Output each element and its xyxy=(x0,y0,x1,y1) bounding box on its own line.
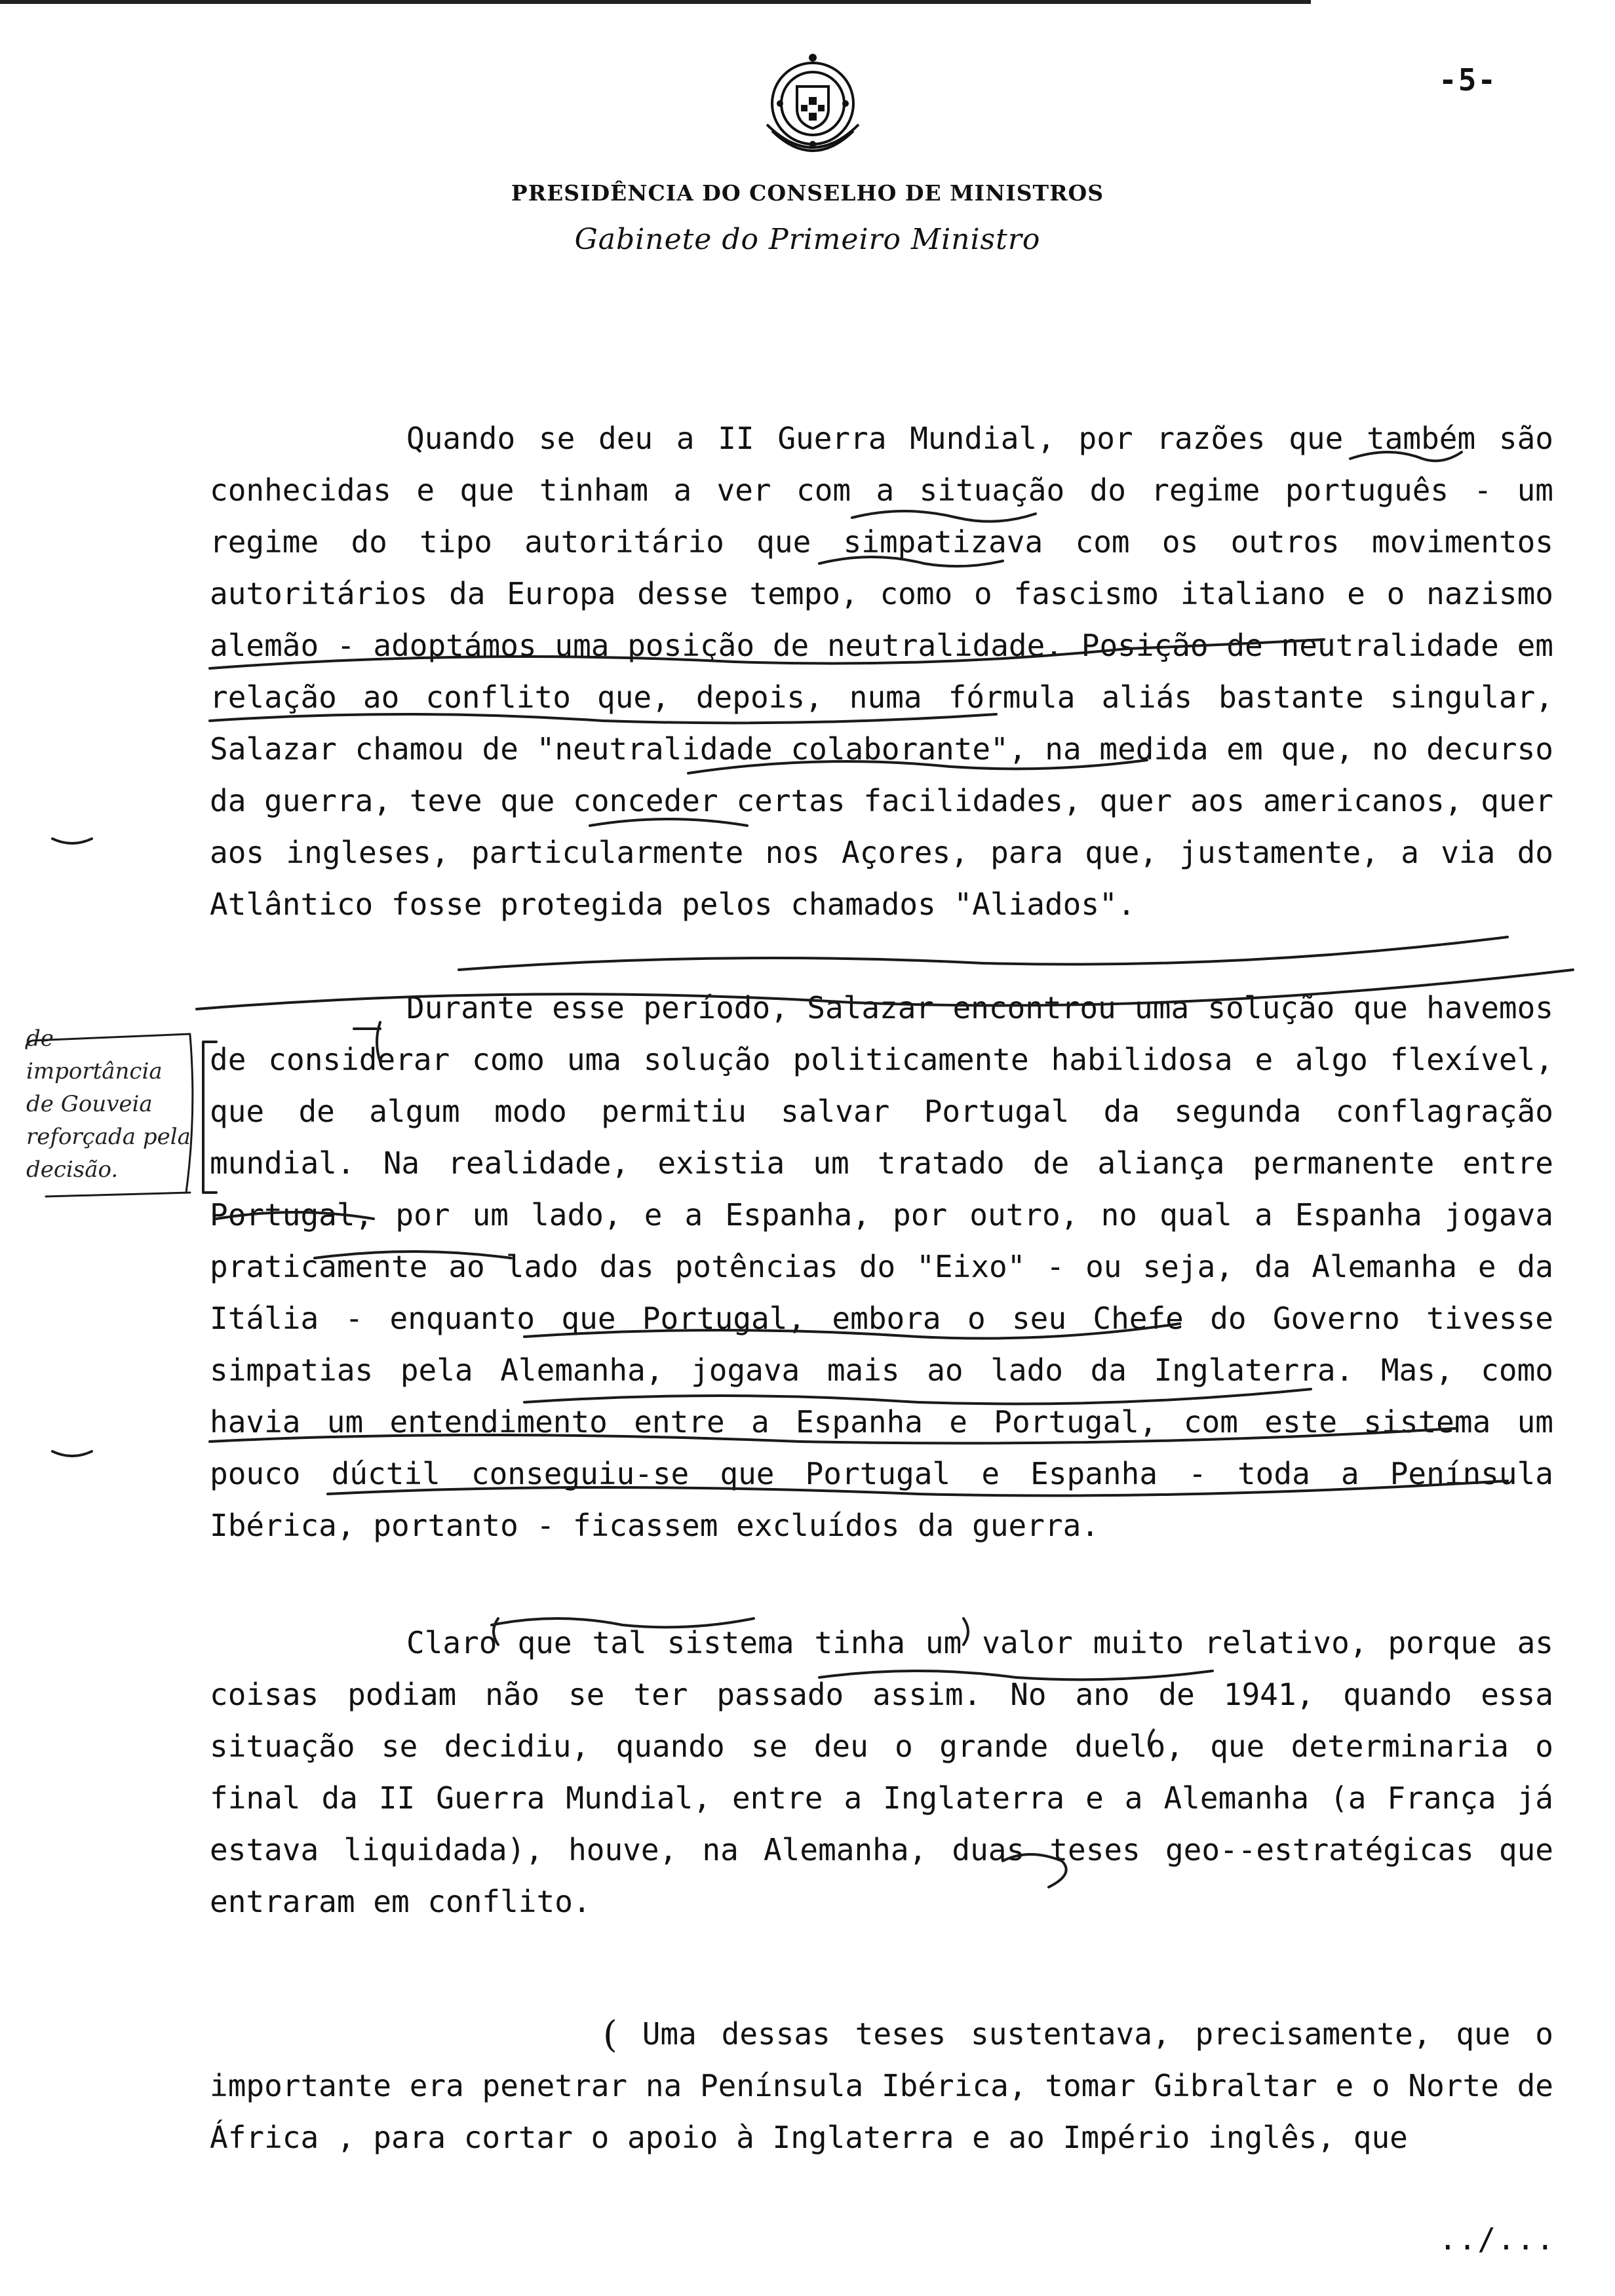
continuation-mark: ../... xyxy=(1439,2221,1556,2257)
coat-of-arms-emblem xyxy=(754,46,872,161)
paragraph-4 xyxy=(210,2006,1553,2164)
document-body xyxy=(210,413,1553,2164)
letterhead-title: PRESIDÊNCIA DO CONSELHO DE MINISTROS xyxy=(511,180,1104,206)
margin-tick-2 xyxy=(52,1451,92,1456)
paragraph-1: Quando se deu a II Guerra Mundial, por razões que também são conhecidas e que tinham a ver com a situação do regime português - um regime do tipo autoritário que simpatizava com os outros movimentos autoritários da Europa desse tempo, como o fascismo italiano e o nazismo alemão - adoptámos uma posição de neutralidade. Posição de neutralidade em relação ao conflito que, depois, numa fórmula aliás bastante singular, Salazar chamou de "neutralidade colaborante", na medida em que, no decurso da guerra, teve que conceder certas facilidades, quer aos americanos, quer aos ingleses, particularmente nos Açores, para que, justamente, a via do Atlântico fosse protegida pelos chamados "Aliados". xyxy=(210,421,1553,922)
paragraph-4-text: Uma dessas teses sustentava, precisamente, que o importante era penetrar na Península Ibérica, tomar Gibraltar e o Norte de África , para cortar o apoio à Inglaterra e ao Império inglês, que xyxy=(210,2016,1553,2155)
letterhead-subtitle: Gabinete do Primeiro Ministro xyxy=(574,223,1041,256)
left-margin-note: de importância de Gouveia reforçada pela decisão. xyxy=(26,1025,191,1183)
paragraph-3: Claro que tal sistema tinha um valor muito relativo, porque as coisas podiam não se ter passado assim. No ano de 1941, quando essa situação se decidiu, quando se deu o grande duelo, que determinaria o final da II Guerra Mundial, entre a Inglaterra e a Alemanha (a França já estava liquidada), houve, na Alemanha, duas teses geo--estratégicas que entraram em conflito. xyxy=(210,1625,1553,1919)
paragraph-2: Durante esse período, Salazar encontrou uma solução que havemos de considerar como uma solução politicamente habilidosa e algo flexível, que de algum modo permitiu salvar Portugal da segunda conflagração mundial. Na realidade, existia um tratado de aliança permanente entre Portugal, por um lado, e a Espanha, por outro, no qual a Espanha jogava praticamente ao lado das potências do "Eixo" - ou seja, da Alemanha e da Itália - enquanto que Portugal, embora o seu Chefe do Governo tivesse simpatias pela Alemanha, jogava mais ao lado da Inglaterra. Mas, como havia um entendimento entre a Espanha e Portugal, com este sistema um pouco dúctil conseguiu-se que Portugal e Espanha - toda a Península Ibérica, portanto - ficassem excluídos da guerra. xyxy=(210,990,1553,1543)
top-rule xyxy=(0,0,1311,4)
page-number: -5- xyxy=(1439,62,1498,98)
margin-tick-1 xyxy=(52,839,92,843)
handwritten-paren: ( xyxy=(603,2014,617,2056)
